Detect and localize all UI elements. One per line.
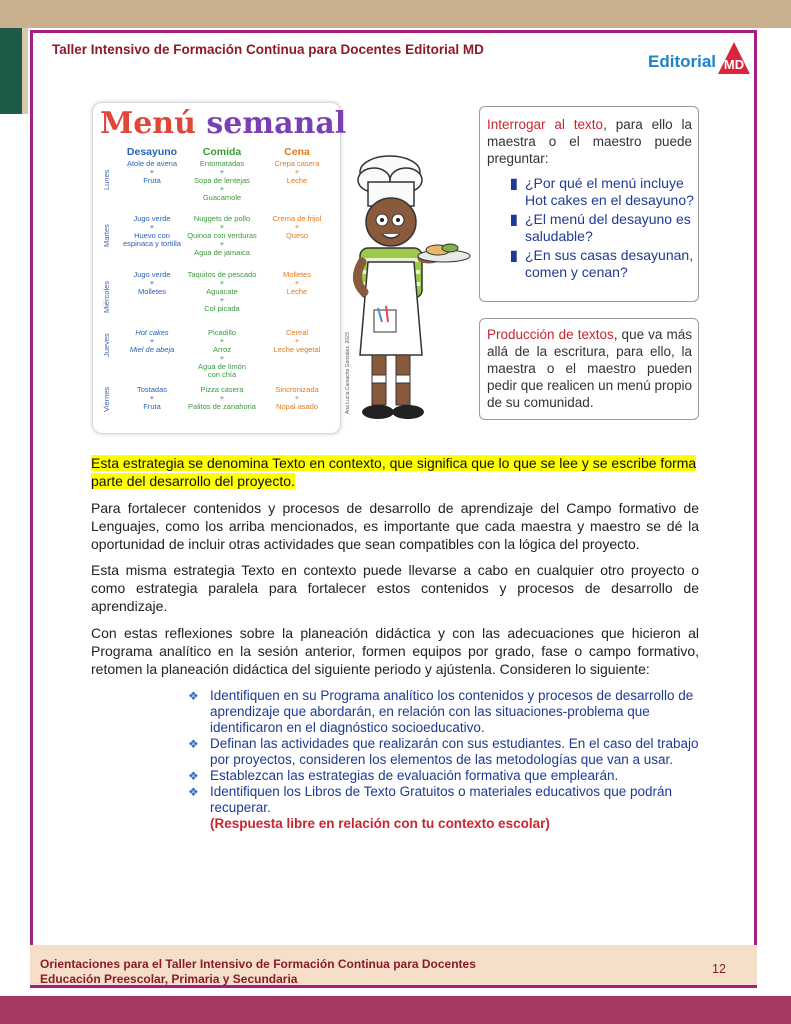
header-title: Taller Intensivo de Formación Continua para Docentes Editorial MD [52, 42, 484, 57]
questions-list [510, 175, 694, 281]
bullet-item: ❖ Establezcan las estrategias de evaluación formativa que emplearán. [188, 768, 619, 783]
menu-title [100, 106, 346, 141]
paragraph: Esta misma estrategia Texto en contexto puede llevarse a cabo en cualquier otro proyecto o como estrategia paralela para fortalecer estos contenidos y procesos de desarrollo de aprendizaje. [91, 562, 699, 614]
column-comida: Comida [202, 146, 242, 158]
menu-cell: Sincronizada + Nopal asado [275, 385, 319, 411]
bullet-item: ❖ Definan las actividades que realizarán con sus estudiantes. En el caso del trabajo por proyectos, consideren los elementos de las metodologías que van a usar. [188, 736, 699, 767]
footer-text [40, 957, 476, 987]
day-label: Jueves [102, 333, 111, 357]
question-item: ▮ ¿Por qué el menú incluye Hot cakes en el desayuno? [510, 175, 694, 208]
menu-cell: Jugo verde + Molletes [133, 270, 171, 296]
menu-cell: Jugo verde + Huevo con espinaca y tortilla [123, 214, 181, 249]
questions-lead: Interrogar al texto [487, 117, 604, 132]
menu-cell: Molletes + Leche [283, 270, 311, 296]
menu-cell: Nuggets de pollo + Quinoa con verduras + Agua de jamaica [187, 214, 257, 257]
production-lead: Producción de textos [487, 327, 614, 342]
production-rest: , que va más allá de la escritura, para ello, la maestra o el maestro pueden pedir que realicen un menú propio de su comunidad. [487, 327, 692, 410]
day-label: Martes [102, 224, 111, 247]
logo-text: Editorial [648, 52, 717, 71]
paragraph: Con estas reflexiones sobre la planeación didáctica y con las adecuaciones que hicieron al Programa analítico en la sesión anterior, formen equipos por grado, fase o campo formativo, retomen la planeación didáctica del siguiente periodo y ajústenla. Consideren lo siguiente: [91, 625, 699, 677]
diamond-bullet-icon: ❖ [188, 769, 199, 783]
chef-illustration [338, 150, 478, 430]
top-band [0, 0, 791, 28]
day-label: Lunes [102, 169, 111, 190]
question-item: ▮ ¿En sus casas desayunan, comen y cenan? [510, 247, 694, 280]
column-cena: Cena [284, 146, 310, 158]
highlighted-statement: Esta estrategia se denomina Texto en contexto, que significa que lo que se lee y se escribe forma parte del desarrollo del proyecto. [91, 455, 697, 489]
diamond-bullet-icon: ❖ [188, 689, 199, 703]
footer-line2: Educación Preescolar, Primaria y Secundaria [40, 972, 298, 986]
menu-title-word2: semanal [206, 106, 347, 141]
menu-cell: Crema de frijol + Queso [272, 214, 322, 240]
menu-cell: Atole de avena + Fruta [126, 159, 178, 185]
questions-rest: , para ello la maestra o el maestro puede preguntar: [487, 117, 692, 166]
menu-cell: Taquitos de pescado + Aguacate + Col picada [187, 270, 257, 313]
day-label: Viernes [102, 386, 111, 412]
diamond-bullet-icon: ❖ [188, 737, 199, 751]
bullet-item: ❖ Identifiquen los Libros de Texto Gratuitos o materiales educativos que podrán recuperar. [188, 784, 673, 815]
bullet-list [188, 688, 700, 831]
menu-cell: Entomatadas + Sopa de lentejas + Guacamole [194, 159, 250, 202]
answer-note: (Respuesta libre en relación con tu contexto escolar) [210, 816, 550, 831]
menu-cell: Picadillo + Arroz + Agua de limón con chía [198, 328, 246, 380]
menu-cell: Hot cakes + Miel de abeja [129, 328, 175, 354]
column-desayuno: Desayuno [126, 146, 178, 158]
logo-md-text: MD [723, 57, 745, 72]
menu-cell: Crepa casera + Leche [274, 159, 320, 185]
side-accent [0, 28, 24, 114]
menu-cell: Tostadas + Fruta [136, 385, 168, 411]
page-number: 12 [712, 962, 726, 976]
menu-title-word1: Menú [100, 106, 196, 141]
questions-intro [487, 116, 692, 167]
side-accent-stripe [22, 28, 28, 114]
question-item: ▮ ¿El menú del desayuno es saludable? [510, 211, 691, 244]
menu-cell: Pizza casera + Palitos de zanahoria [188, 385, 256, 411]
production-text [487, 326, 692, 411]
illustration-credit: Ana Lucía Camacho González, 2023 [345, 332, 351, 414]
paragraph: Para fortalecer contenidos y procesos de desarrollo de aprendizaje del Campo formativo de Lenguajes, como los arriba mencionados, es importante que cada maestra y maestro se dé la oportunidad de incluir otras actividades que sean compatibles con la lógica del proyecto. [91, 500, 699, 552]
editorial-md-logo [714, 38, 754, 78]
day-label: Miércoles [102, 280, 111, 313]
bullet-item: ❖ Identifiquen en su Programa analítico los contenidos y procesos de desarrollo de aprendizaje que abordarán, en relación con las situaciones-problema que identificaron en el diagnóstico socioeducativo. [188, 688, 694, 735]
diamond-bullet-icon: ❖ [188, 785, 199, 799]
menu-cell: Cereal + Leche vegetal [273, 328, 321, 354]
bottom-band [0, 996, 791, 1024]
footer-line1: Orientaciones para el Taller Intensivo de Formación Continua para Docentes [40, 957, 476, 971]
